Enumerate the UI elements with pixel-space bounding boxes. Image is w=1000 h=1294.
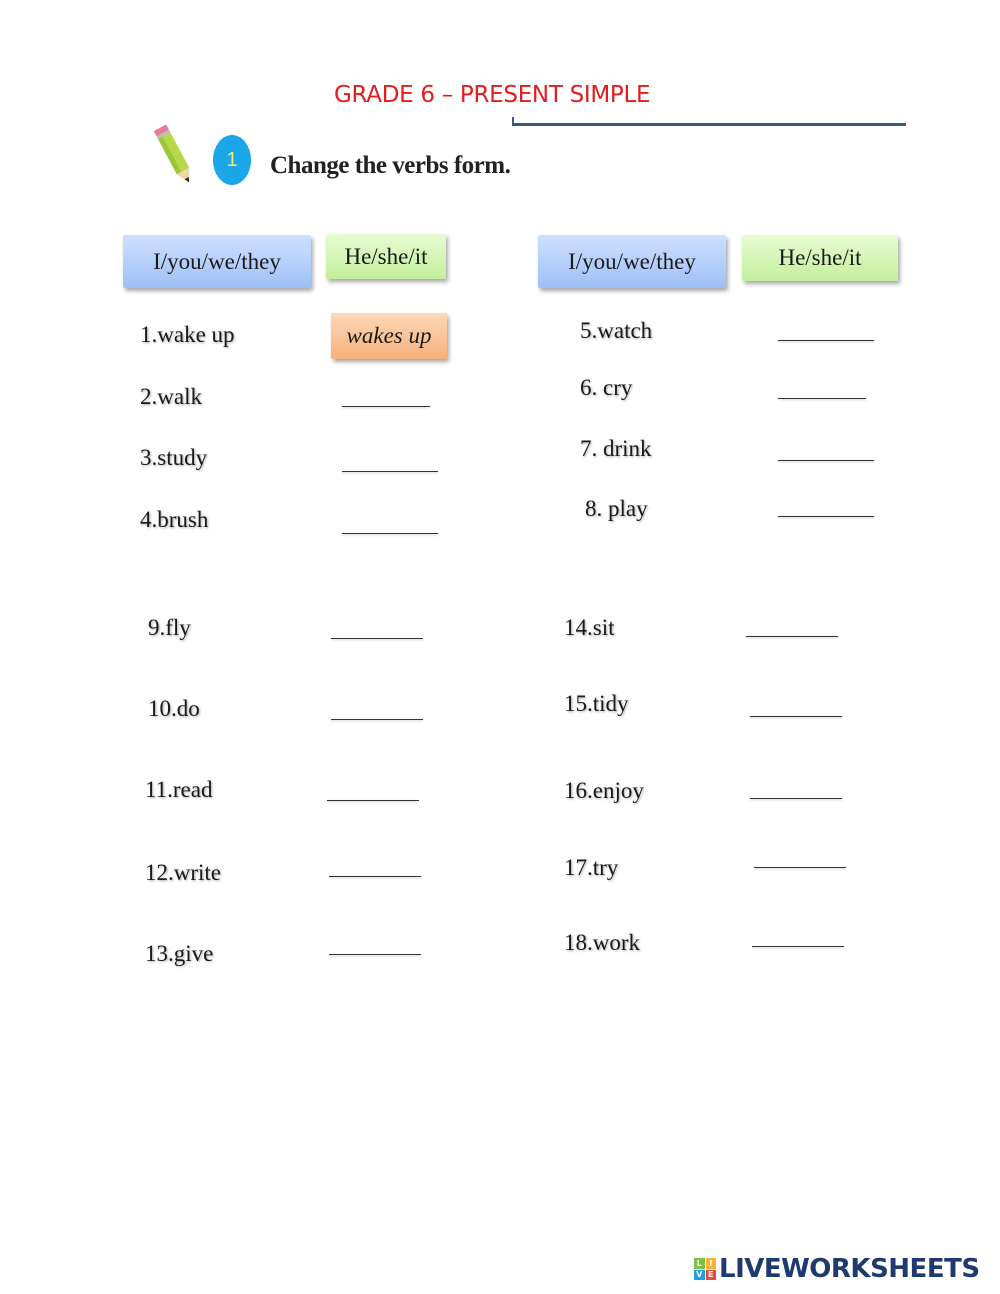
header-he-she-it-left: He/she/it [326, 234, 446, 279]
answer-blank-11[interactable] [327, 800, 419, 801]
verb-15: 15.tidy [564, 691, 629, 716]
answer-blank-3[interactable] [342, 471, 438, 472]
verb-7: 7. drink [580, 436, 652, 461]
answer-blank-14[interactable] [746, 636, 838, 637]
logo-tile-e: E [706, 1270, 717, 1281]
header-i-you-we-they-left: I/you/we/they [123, 235, 311, 288]
answer-blank-4[interactable] [342, 533, 438, 534]
verb-8: 8. play [585, 496, 648, 521]
logo-tile-i: I [706, 1258, 717, 1269]
answer-blank-15[interactable] [750, 716, 842, 717]
title-underline [512, 117, 906, 126]
answer-blank-17[interactable] [754, 867, 846, 868]
answer-blank-2[interactable] [342, 406, 430, 407]
answer-blank-16[interactable] [750, 798, 842, 799]
verb-3: 3.study [140, 445, 208, 470]
header-i-you-we-they-right: I/you/we/they [538, 235, 726, 288]
answer-blank-7[interactable] [778, 460, 874, 461]
verb-12: 12.write [145, 860, 222, 885]
answer-blank-13[interactable] [329, 954, 421, 955]
example-answer: wakes up [331, 313, 447, 359]
answer-blank-9[interactable] [331, 638, 423, 639]
pencil-icon [150, 120, 200, 192]
verb-2: 2.walk [140, 384, 202, 409]
answer-blank-6[interactable] [778, 398, 866, 399]
verb-13: 13.give [145, 941, 214, 966]
answer-blank-10[interactable] [331, 719, 423, 720]
verb-5: 5.watch [580, 318, 653, 343]
verb-4: 4.brush [140, 507, 209, 532]
liveworksheets-logo [694, 1254, 980, 1284]
answer-blank-8[interactable] [778, 516, 874, 517]
page-title: GRADE 6 – PRESENT SIMPLE [334, 82, 651, 108]
instruction-text: Change the verbs form. [270, 152, 511, 179]
exercise-number-badge: 1 [213, 135, 251, 185]
verb-9: 9.fly [148, 615, 191, 640]
logo-tile-v: V [694, 1270, 705, 1281]
logo-tiles [694, 1258, 716, 1280]
answer-blank-12[interactable] [329, 876, 421, 877]
verb-6: 6. cry [580, 375, 633, 400]
verb-14: 14.sit [564, 615, 615, 640]
verb-1: 1.wake up [140, 322, 235, 347]
header-he-she-it-right: He/she/it [742, 235, 898, 281]
verb-17: 17.try [564, 855, 619, 880]
logo-text: LIVEWORKSHEETS [719, 1254, 980, 1284]
verb-18: 18.work [564, 930, 641, 955]
answer-blank-18[interactable] [752, 946, 844, 947]
answer-blank-5[interactable] [778, 340, 874, 341]
logo-tile-l: L [694, 1258, 705, 1269]
verb-10: 10.do [148, 696, 200, 721]
verb-16: 16.enjoy [564, 778, 644, 803]
verb-11: 11.read [145, 777, 213, 802]
